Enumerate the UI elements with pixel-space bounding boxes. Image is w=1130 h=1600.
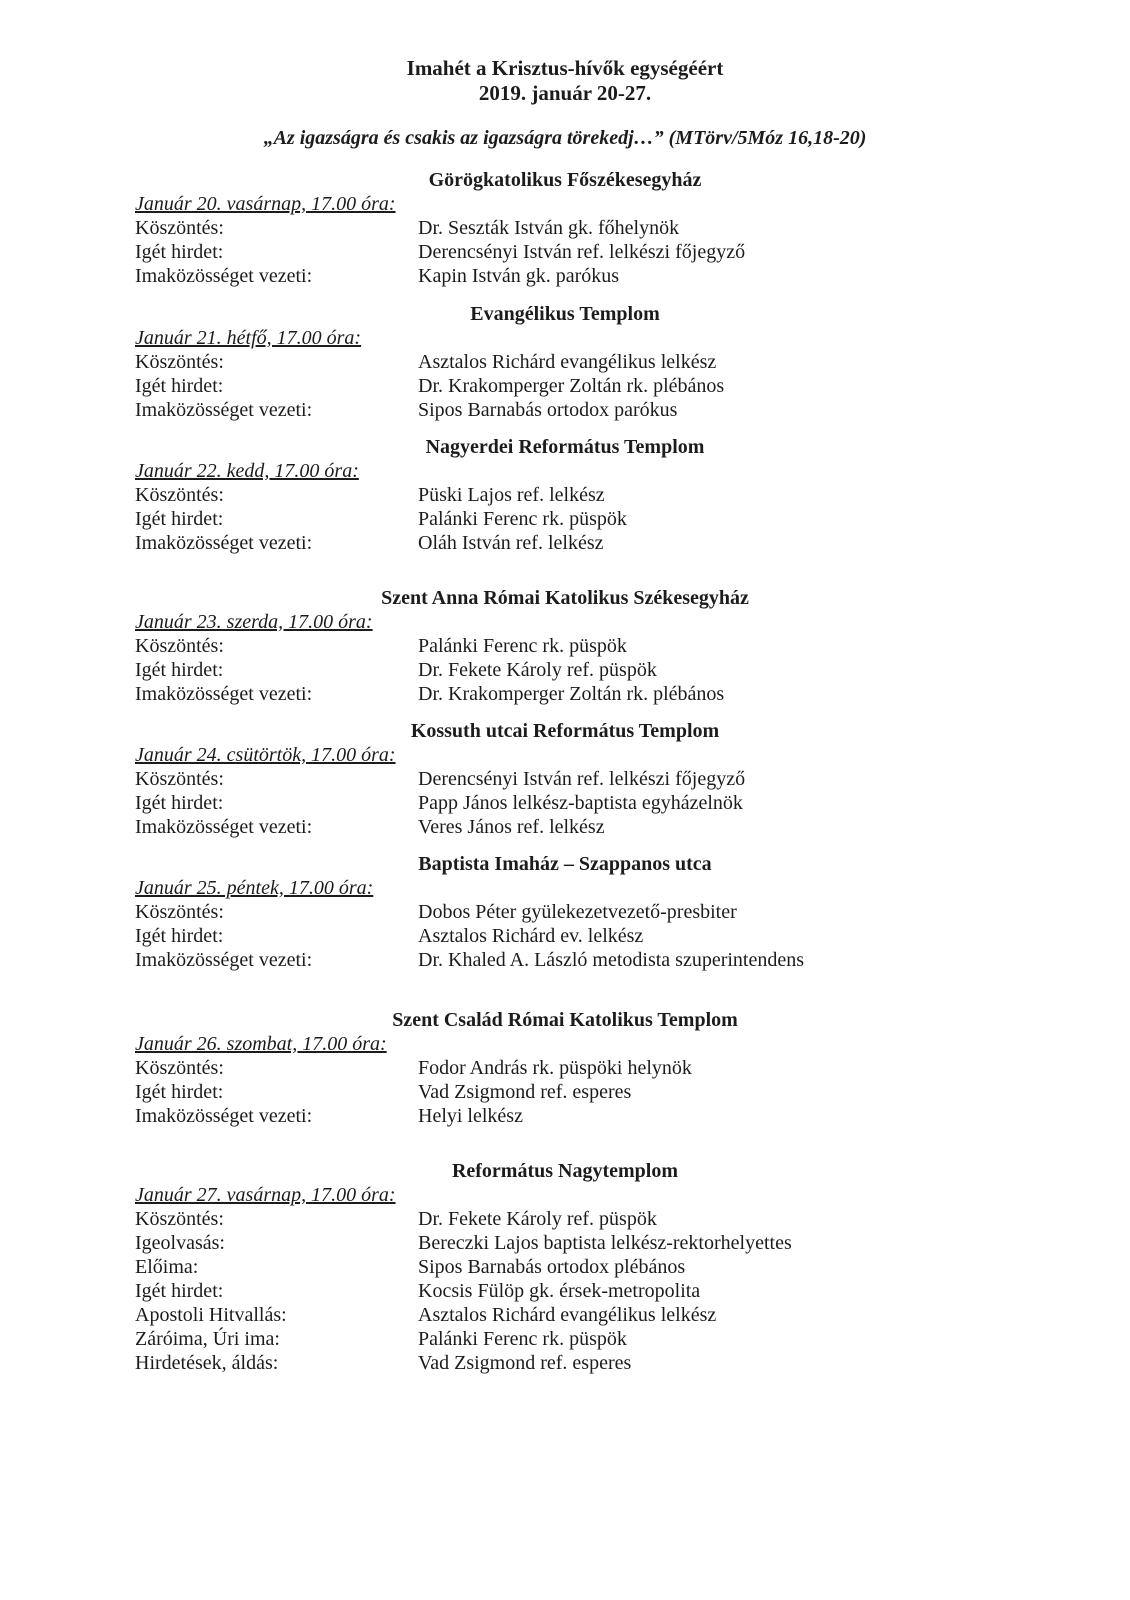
schedule-section bbox=[135, 586, 995, 706]
role-label: Hirdetések, áldás: bbox=[135, 1352, 279, 1374]
schedule-row bbox=[135, 1104, 995, 1128]
role-label: Imaközösséget vezeti: bbox=[135, 949, 313, 971]
session-date: Január 26. szombat, 17.00 óra: bbox=[135, 1033, 387, 1055]
session-date: Január 27. vasárnap, 17.00 óra: bbox=[135, 1184, 396, 1206]
schedule-row bbox=[135, 507, 995, 531]
role-label: Köszöntés: bbox=[135, 635, 224, 657]
person-value: Dr. Krakomperger Zoltán rk. plébános bbox=[418, 683, 725, 705]
role-label: Igét hirdet: bbox=[135, 1081, 224, 1103]
role-label: Imaközösséget vezeti: bbox=[135, 265, 313, 287]
session-date: Január 22. kedd, 17.00 óra: bbox=[135, 460, 359, 482]
schedule-row bbox=[135, 531, 995, 555]
role-label: Igét hirdet: bbox=[135, 508, 224, 530]
role-label: Köszöntés: bbox=[135, 768, 224, 790]
person-value: Kocsis Fülöp gk. érsek-metropolita bbox=[418, 1280, 701, 1302]
role-label: Imaközösséget vezeti: bbox=[135, 399, 313, 421]
role-label: Igét hirdet: bbox=[135, 375, 224, 397]
scripture-quote: „Az igazságra és csakis az igazságra törekedj…” (MTörv/5Móz 16,18-20) bbox=[263, 127, 867, 149]
schedule-row bbox=[135, 900, 995, 924]
role-label: Köszöntés: bbox=[135, 351, 224, 373]
schedule-row bbox=[135, 374, 995, 398]
schedule-row bbox=[135, 1207, 995, 1231]
schedule-row bbox=[135, 1255, 995, 1279]
role-label: Imaközösséget vezeti: bbox=[135, 532, 313, 554]
role-label: Igét hirdet: bbox=[135, 1280, 224, 1302]
person-value: Asztalos Richárd evangélikus lelkész bbox=[418, 1304, 717, 1326]
person-value: Bereczki Lajos baptista lelkész-rektorhelyettes bbox=[418, 1232, 792, 1254]
document-title-line1: Imahét a Krisztus-hívők egységéért bbox=[406, 56, 724, 80]
schedule-row bbox=[135, 216, 995, 240]
schedule-row bbox=[135, 483, 995, 507]
schedule-section bbox=[135, 719, 995, 839]
schedule-section bbox=[135, 168, 995, 288]
session-date: Január 20. vasárnap, 17.00 óra: bbox=[135, 193, 396, 215]
role-label: Igeolvasás: bbox=[135, 1232, 225, 1254]
role-label: Köszöntés: bbox=[135, 217, 224, 239]
person-value: Vad Zsigmond ref. esperes bbox=[418, 1352, 632, 1374]
schedule-row bbox=[135, 1279, 995, 1303]
schedule-row bbox=[135, 791, 995, 815]
role-label: Köszöntés: bbox=[135, 1208, 224, 1230]
document-title-line2: 2019. január 20-27. bbox=[478, 81, 652, 105]
person-value: Dr. Fekete Károly ref. püspök bbox=[418, 1208, 657, 1230]
schedule-row bbox=[135, 398, 995, 422]
document-title bbox=[135, 56, 995, 106]
person-value: Palánki Ferenc rk. püspök bbox=[418, 1328, 627, 1350]
venue-heading: Evangélikus Templom bbox=[470, 303, 660, 325]
role-label: Záróima, Úri ima: bbox=[135, 1328, 280, 1350]
role-label: Imaközösséget vezeti: bbox=[135, 1105, 313, 1127]
role-label: Imaközösséget vezeti: bbox=[135, 816, 313, 838]
schedule-row bbox=[135, 924, 995, 948]
person-value: Dr. Krakomperger Zoltán rk. plébános bbox=[418, 375, 725, 397]
venue-heading: Kossuth utcai Református Templom bbox=[410, 720, 720, 742]
venue-heading: Szent Anna Római Katolikus Székesegyház bbox=[381, 587, 749, 609]
schedule-row bbox=[135, 1056, 995, 1080]
role-label: Imaközösséget vezeti: bbox=[135, 683, 313, 705]
person-value: Fodor András rk. püspöki helynök bbox=[418, 1057, 692, 1079]
person-value: Palánki Ferenc rk. püspök bbox=[418, 508, 627, 530]
role-label: Igét hirdet: bbox=[135, 241, 224, 263]
person-value: Sipos Barnabás ortodox plébános bbox=[418, 1256, 686, 1278]
document-header bbox=[135, 56, 995, 150]
schedule-row bbox=[135, 240, 995, 264]
person-value: Vad Zsigmond ref. esperes bbox=[418, 1081, 632, 1103]
venue-heading: Szent Család Római Katolikus Templom bbox=[392, 1009, 738, 1031]
schedule-section bbox=[135, 852, 995, 972]
schedule-row bbox=[135, 1351, 995, 1375]
person-value: Palánki Ferenc rk. püspök bbox=[418, 635, 627, 657]
schedule-row bbox=[135, 1327, 995, 1351]
role-label: Igét hirdet: bbox=[135, 659, 224, 681]
schedule-row bbox=[135, 658, 995, 682]
schedule-row bbox=[135, 264, 995, 288]
person-value: Asztalos Richárd ev. lelkész bbox=[418, 925, 644, 947]
role-label: Köszöntés: bbox=[135, 484, 224, 506]
schedule-section bbox=[135, 435, 995, 555]
role-label: Apostoli Hitvallás: bbox=[135, 1304, 287, 1326]
role-label: Köszöntés: bbox=[135, 1057, 224, 1079]
schedule-section bbox=[135, 1159, 995, 1375]
person-value: Dobos Péter gyülekezetvezető-presbiter bbox=[418, 901, 737, 923]
person-value: Püski Lajos ref. lelkész bbox=[418, 484, 605, 506]
schedule-section bbox=[135, 1008, 995, 1128]
person-value: Papp János lelkész-baptista egyházelnök bbox=[418, 792, 743, 814]
person-value: Veres János ref. lelkész bbox=[418, 816, 605, 838]
role-label: Igét hirdet: bbox=[135, 925, 224, 947]
venue-heading: Református Nagytemplom bbox=[451, 1160, 679, 1182]
person-value: Dr. Fekete Károly ref. püspök bbox=[418, 659, 657, 681]
person-value: Derencsényi István ref. lelkészi főjegyző bbox=[418, 241, 746, 263]
person-value: Kapin István gk. parókus bbox=[418, 265, 620, 287]
person-value: Dr. Khaled A. László metodista szuperintendens bbox=[418, 949, 805, 971]
schedule-row bbox=[135, 815, 995, 839]
schedule-section bbox=[135, 302, 995, 422]
person-value: Derencsényi István ref. lelkészi főjegyző bbox=[418, 768, 746, 790]
session-date: Január 25. péntek, 17.00 óra: bbox=[135, 877, 374, 899]
schedule-sections bbox=[135, 168, 995, 1375]
venue-heading: Baptista Imaház – Szappanos utca bbox=[418, 853, 712, 875]
person-value: Oláh István ref. lelkész bbox=[418, 532, 604, 554]
venue-heading: Görögkatolikus Főszékesegyház bbox=[428, 169, 702, 191]
schedule-row bbox=[135, 1303, 995, 1327]
session-date: Január 21. hétfő, 17.00 óra: bbox=[135, 327, 362, 349]
schedule-row bbox=[135, 1231, 995, 1255]
schedule-row bbox=[135, 1080, 995, 1104]
schedule-row bbox=[135, 767, 995, 791]
schedule-row bbox=[135, 634, 995, 658]
role-label: Előima: bbox=[135, 1256, 199, 1278]
schedule-row bbox=[135, 948, 995, 972]
person-value: Dr. Seszták István gk. főhelynök bbox=[418, 217, 680, 239]
session-date: Január 23. szerda, 17.00 óra: bbox=[135, 611, 373, 633]
session-date: Január 24. csütörtök, 17.00 óra: bbox=[135, 744, 396, 766]
role-label: Köszöntés: bbox=[135, 901, 224, 923]
person-value: Sipos Barnabás ortodox parókus bbox=[418, 399, 678, 421]
person-value: Helyi lelkész bbox=[418, 1105, 523, 1127]
schedule-row bbox=[135, 350, 995, 374]
venue-heading: Nagyerdei Református Templom bbox=[425, 436, 705, 458]
person-value: Asztalos Richárd evangélikus lelkész bbox=[418, 351, 717, 373]
role-label: Igét hirdet: bbox=[135, 792, 224, 814]
schedule-row bbox=[135, 682, 995, 706]
